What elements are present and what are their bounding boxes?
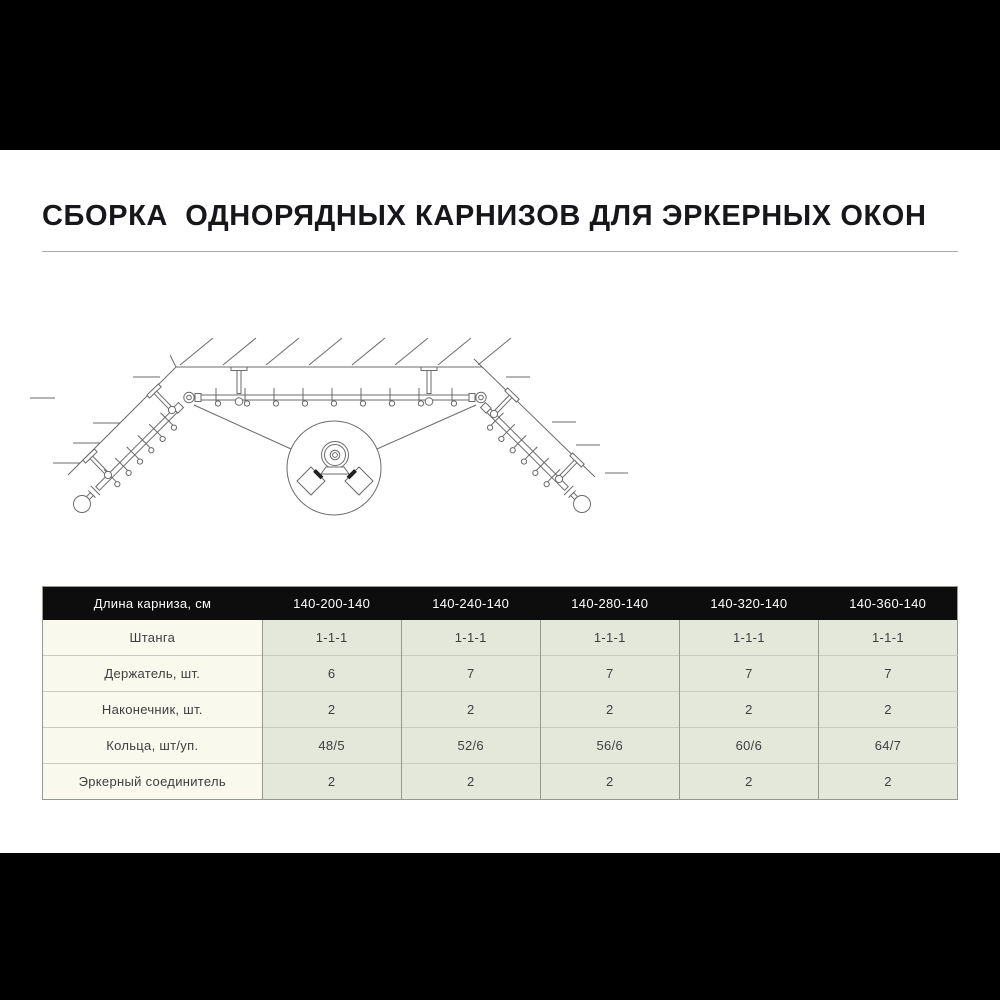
cell-value: 2 [262,692,401,728]
horizontal-rod [184,388,486,406]
bay-connector-detail [287,421,381,515]
col-header-length: Длина карниза, см [43,587,263,621]
cell-value: 2 [401,764,540,800]
assembly-diagram [30,330,640,544]
col-header-size-2: 140-240-140 [401,587,540,621]
cell-value: 7 [401,656,540,692]
table-header-row [43,587,958,621]
title-divider [42,251,958,252]
ceiling-brackets [231,367,437,394]
col-header-size-4: 140-320-140 [679,587,818,621]
row-label: Держатель, шт. [43,656,263,692]
row-label: Наконечник, шт. [43,692,263,728]
cell-value: 2 [818,764,957,800]
assembly-spec-table [42,586,958,800]
bottom-letterbox-bar [0,853,1000,1000]
cell-value: 2 [540,692,679,728]
cell-value: 6 [262,656,401,692]
cell-value: 2 [818,692,957,728]
cell-value: 2 [262,764,401,800]
cell-value: 7 [679,656,818,692]
cell-value: 2 [401,692,540,728]
cornice-drawing [30,330,640,544]
row-label: Кольца, шт/уп. [43,728,263,764]
ceiling-hatching [170,338,511,367]
table-row-bay-connector [43,764,958,800]
cell-value: 2 [679,764,818,800]
cell-value: 1-1-1 [818,620,957,656]
row-label: Штанга [43,620,263,656]
cell-value: 7 [818,656,957,692]
top-letterbox-bar [0,0,1000,150]
col-header-size-3: 140-280-140 [540,587,679,621]
cell-value: 52/6 [401,728,540,764]
cell-value: 1-1-1 [401,620,540,656]
col-header-size-5: 140-360-140 [818,587,957,621]
cell-value: 1-1-1 [540,620,679,656]
cell-value: 2 [540,764,679,800]
cell-value: 1-1-1 [262,620,401,656]
row-label: Эркерный соединитель [43,764,263,800]
page-title: СБОРКА ОДНОРЯДНЫХ КАРНИЗОВ ДЛЯ ЭРКЕРНЫХ ОКОН [42,200,927,232]
table-row-rod [43,620,958,656]
cell-value: 7 [540,656,679,692]
col-header-size-1: 140-200-140 [262,587,401,621]
table-row-rings [43,728,958,764]
cell-value: 48/5 [262,728,401,764]
table-row-finial [43,692,958,728]
cell-value: 56/6 [540,728,679,764]
cell-value: 64/7 [818,728,957,764]
cell-value: 1-1-1 [679,620,818,656]
cell-value: 2 [679,692,818,728]
cell-value: 60/6 [679,728,818,764]
table-row-holder [43,656,958,692]
